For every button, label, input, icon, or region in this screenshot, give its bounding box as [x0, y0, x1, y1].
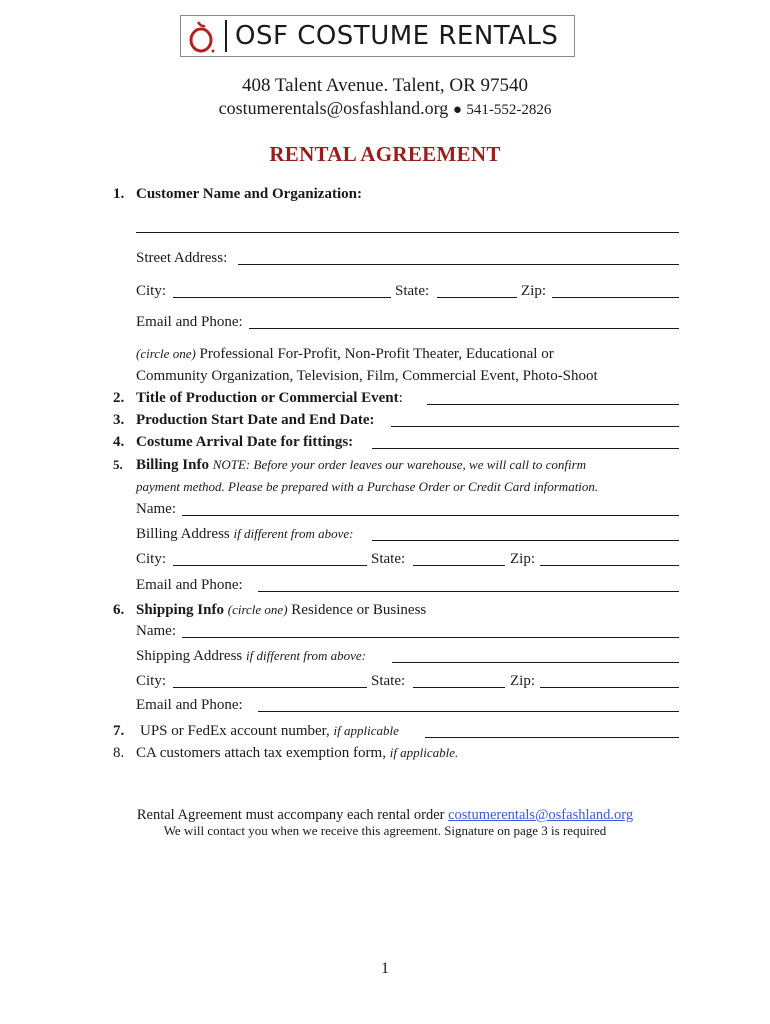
shipping-address-label: Shipping Address if different from above:: [136, 648, 366, 664]
shipping-name-field[interactable]: [182, 637, 679, 638]
organization-types-1: Professional For-Profit, Non-Profit Theater, Educational or: [199, 346, 554, 362]
zip-label: Zip:: [521, 283, 546, 299]
street-address-label: Street Address:: [136, 250, 228, 266]
company-contact: [0, 98, 770, 119]
osf-logo-mark-icon: [181, 16, 225, 56]
company-address: 408 Talent Avenue. Talent, OR 97540: [242, 75, 528, 96]
footer-email-link[interactable]: costumerentals@osfashland.org: [448, 807, 634, 823]
city-label: City:: [136, 283, 167, 299]
production-dates-label: Production Start Date and End Date:: [136, 412, 375, 428]
zip-field[interactable]: [552, 297, 679, 298]
billing-address-field[interactable]: [372, 540, 679, 541]
bullet-separator: ●: [452, 102, 462, 118]
company-logo: [180, 15, 575, 57]
shipping-email-phone-field[interactable]: [258, 711, 679, 712]
tax-exemption-label: CA customers attach tax exemption form, if applicable.: [136, 745, 459, 761]
shipping-city-label: City:: [136, 673, 167, 689]
billing-state-field[interactable]: [413, 565, 505, 566]
item-number-3: 3.: [113, 412, 125, 428]
logo-divider: [225, 20, 227, 52]
item-number-7: 7.: [113, 723, 125, 739]
billing-state-label: State:: [371, 551, 406, 567]
arrival-date-field[interactable]: [372, 448, 679, 449]
document-title: RENTAL AGREEMENT: [269, 142, 501, 166]
state-field[interactable]: [437, 297, 517, 298]
billing-name-field[interactable]: [182, 515, 679, 516]
shipping-zip-label: Zip:: [510, 673, 535, 689]
shipping-info-heading[interactable]: Shipping Info (circle one) Residence or Business: [136, 602, 427, 618]
shipping-address-field[interactable]: [392, 662, 679, 663]
circle-one-hint: (circle one): [136, 346, 196, 361]
item-number-5: 5.: [113, 457, 123, 472]
billing-zip-field[interactable]: [540, 565, 679, 566]
billing-address-label: Billing Address if different from above:: [136, 526, 354, 542]
billing-note-2: payment method. Please be prepared with a Purchase Order or Credit Card information.: [136, 479, 599, 494]
email-phone-label: Email and Phone:: [136, 314, 243, 330]
email-phone-field[interactable]: [249, 328, 679, 329]
company-phone: 541-552-2826: [466, 102, 552, 118]
item-number-6: 6.: [113, 602, 125, 618]
logo-text: OSF COSTUME RENTALS: [235, 21, 559, 51]
production-dates-field[interactable]: [391, 426, 679, 427]
page-number: 1: [381, 960, 389, 977]
billing-note-1: NOTE: Before your order leaves our warehouse, we will call to confirm: [212, 457, 587, 472]
billing-zip-label: Zip:: [510, 551, 535, 567]
organization-types-2[interactable]: Community Organization, Television, Film, Commercial Event, Photo-Shoot: [136, 368, 598, 384]
organization-type-line-1[interactable]: [136, 347, 554, 361]
billing-email-phone-field[interactable]: [258, 591, 679, 592]
billing-name-label: Name:: [136, 501, 176, 517]
street-address-field[interactable]: [238, 264, 679, 265]
city-field[interactable]: [173, 297, 391, 298]
arrival-date-label: Costume Arrival Date for fittings:: [136, 434, 354, 450]
ups-account-label: UPS or FedEx account number, if applicable: [140, 723, 399, 739]
billing-city-field[interactable]: [173, 565, 367, 566]
production-title-field[interactable]: [427, 404, 679, 405]
item-number-2: 2.: [113, 390, 125, 406]
billing-city-label: City:: [136, 551, 167, 567]
footer-instructions: Rental Agreement must accompany each rental order costumerentals@osfashland.org: [136, 807, 634, 823]
customer-name-field[interactable]: [136, 232, 679, 233]
shipping-name-label: Name:: [136, 623, 176, 639]
customer-name-label: Customer Name and Organization:: [136, 186, 362, 202]
shipping-city-field[interactable]: [173, 687, 367, 688]
billing-email-phone-label: Email and Phone:: [136, 577, 243, 593]
production-title-label: Title of Production or Commercial Event:: [136, 390, 403, 406]
shipping-state-label: State:: [371, 673, 406, 689]
item-number-1: 1.: [113, 186, 125, 202]
billing-info-heading: Billing Info NOTE: Before your order leaves our warehouse, we will call to confirm: [136, 457, 587, 473]
footer-note: We will contact you when we receive this agreement. Signature on page 3 is required: [163, 823, 607, 838]
company-email: costumerentals@osfashland.org: [218, 98, 449, 118]
shipping-state-field[interactable]: [413, 687, 505, 688]
ups-account-field[interactable]: [425, 737, 679, 738]
item-number-8: 8.: [113, 745, 125, 761]
state-label: State:: [395, 283, 430, 299]
item-number-4: 4.: [113, 434, 125, 450]
shipping-zip-field[interactable]: [540, 687, 679, 688]
shipping-email-phone-label: Email and Phone:: [136, 697, 243, 713]
